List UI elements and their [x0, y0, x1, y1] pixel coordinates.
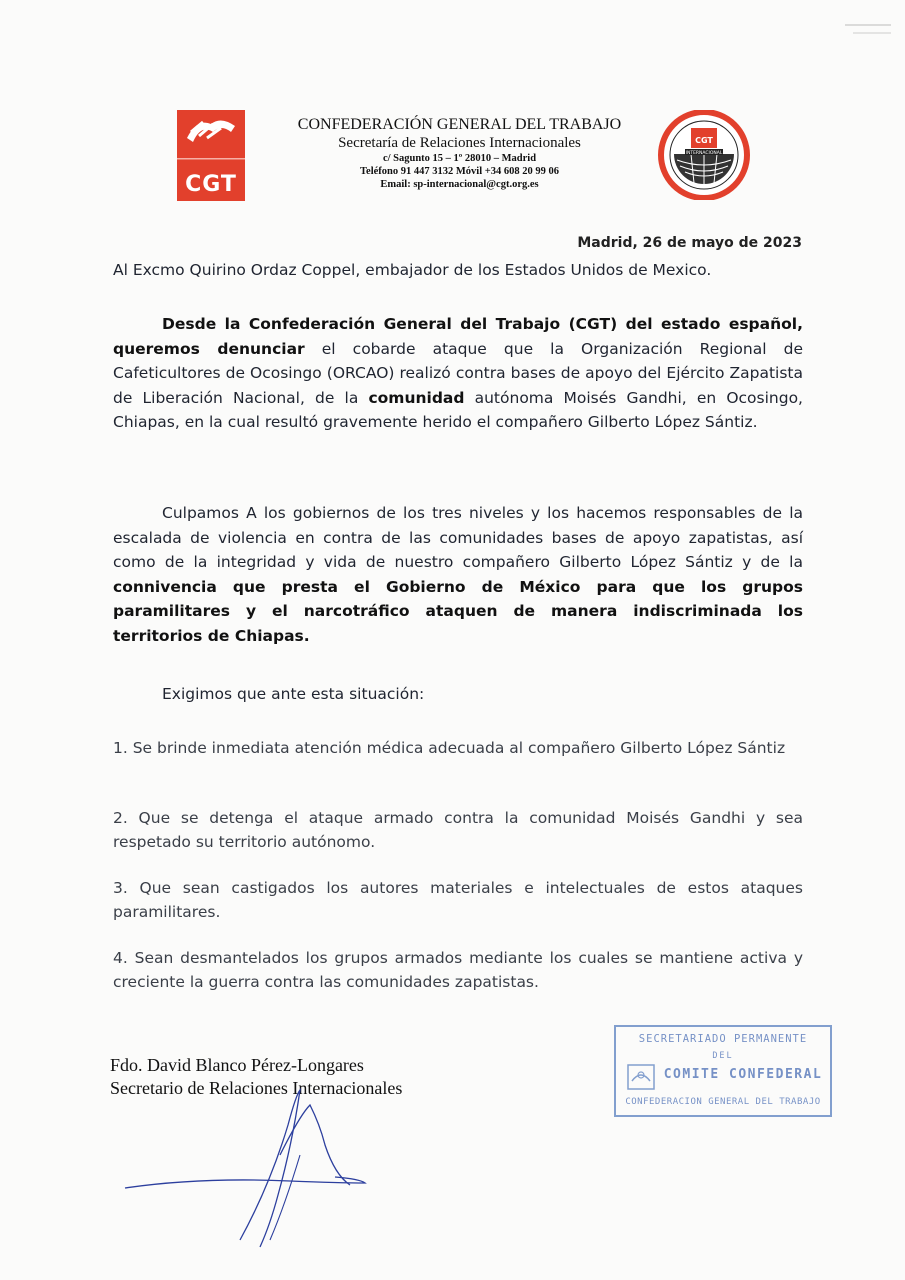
paragraph-2-text-a: Culpamos A los gobiernos de los tres niveles y los hacemos responsables de la escalada de violencia en contra de las comunidades bases de apoyo zapatistas, así como de la integridad y vida de nuestro compañero Gilberto López Sántiz y de la	[113, 504, 803, 571]
demand-item: 4. Sean desmantelados los grupos armados mediante los cuales se mantiene activa y creciente la guerra contra las comunidades zapatistas.	[113, 949, 803, 991]
stamp-line-1: SECRETARIADO PERMANENTE	[638, 1033, 808, 1045]
demand-item: 3. Que sean castigados los autores materiales e intelectuales de estos ataques paramilitares.	[113, 879, 803, 921]
handwritten-signature	[120, 1085, 460, 1255]
stamp-line-4: CONFEDERACION GENERAL DEL TRABAJO	[625, 1097, 821, 1107]
letter-date: Madrid, 26 de mayo de 2023	[577, 235, 802, 251]
scan-artifact	[843, 22, 893, 36]
international-seal-logo	[655, 110, 753, 200]
signer-title: Secretario de Relaciones Internacionales	[110, 1078, 403, 1098]
paragraph-1-text-b: autónoma Moisés Gandhi, en Ocosingo, Chiapas, en la cual resultó gravemente herido el compañero Gilberto López Sántiz.	[113, 388, 803, 431]
stamp-line-2: DEL	[712, 1051, 734, 1061]
department: Secretaría de Relaciones Internacionales	[338, 135, 581, 151]
svg-text:INTERNACIONAL: INTERNACIONAL	[685, 151, 723, 156]
paragraph-2	[113, 501, 803, 648]
paragraph-1-bold-mid: comunidad	[368, 388, 465, 407]
addressee: Al Excmo Quirino Ordaz Coppel, embajador de los Estados Unidos de Mexico.	[113, 261, 712, 279]
org-name: CONFEDERACIÓN GENERAL DEL TRABAJO	[297, 116, 622, 133]
paragraph-1-text-a: el cobarde ataque que la Organización Regional de Cafeticultores de Ocosingo (ORCAO) realizó contra bases de apoyo del Ejército Zapatista de Liberación Nacional, de la	[113, 339, 803, 407]
signer-name: Fdo. David Blanco Pérez-Longares	[110, 1055, 364, 1075]
paragraph-2-bold-end: connivencia que presta el Gobierno de México para que los grupos paramilitares y el narcotráfico ataquen de manera indiscriminada los territorios de Chiapas.	[113, 577, 803, 645]
paragraph-1	[113, 312, 803, 435]
svg-text:CGT: CGT	[695, 136, 713, 145]
official-stamp	[614, 1025, 832, 1117]
stamp-emblem-icon	[626, 1063, 656, 1091]
phone: Teléfono 91 447 3132 Móvil +34 608 20 99 06	[360, 166, 559, 177]
paragraph-1-bold-start: Desde la Confederación General del Trabajo (CGT) del estado español, queremos denunciar	[113, 315, 803, 358]
demand-item: 1. Se brinde inmediata atención médica adecuada al compañero Gilberto López Sántiz	[113, 739, 786, 757]
letterhead	[262, 115, 657, 191]
cgt-logo-text: CGT	[185, 172, 237, 197]
demand-item: 2. Que se detenga el ataque armado contra la comunidad Moisés Gandhi y sea respetado su territorio autónomo.	[113, 809, 803, 851]
address: c/ Sagunto 15 – 1º 28010 – Madrid	[382, 153, 537, 164]
stamp-line-3: COMITE CONFEDERAL	[663, 1067, 823, 1082]
paragraph-3: Exigimos que ante esta situación:	[162, 685, 425, 703]
email: Email: sp-internacional@cgt.org.es	[380, 179, 539, 190]
